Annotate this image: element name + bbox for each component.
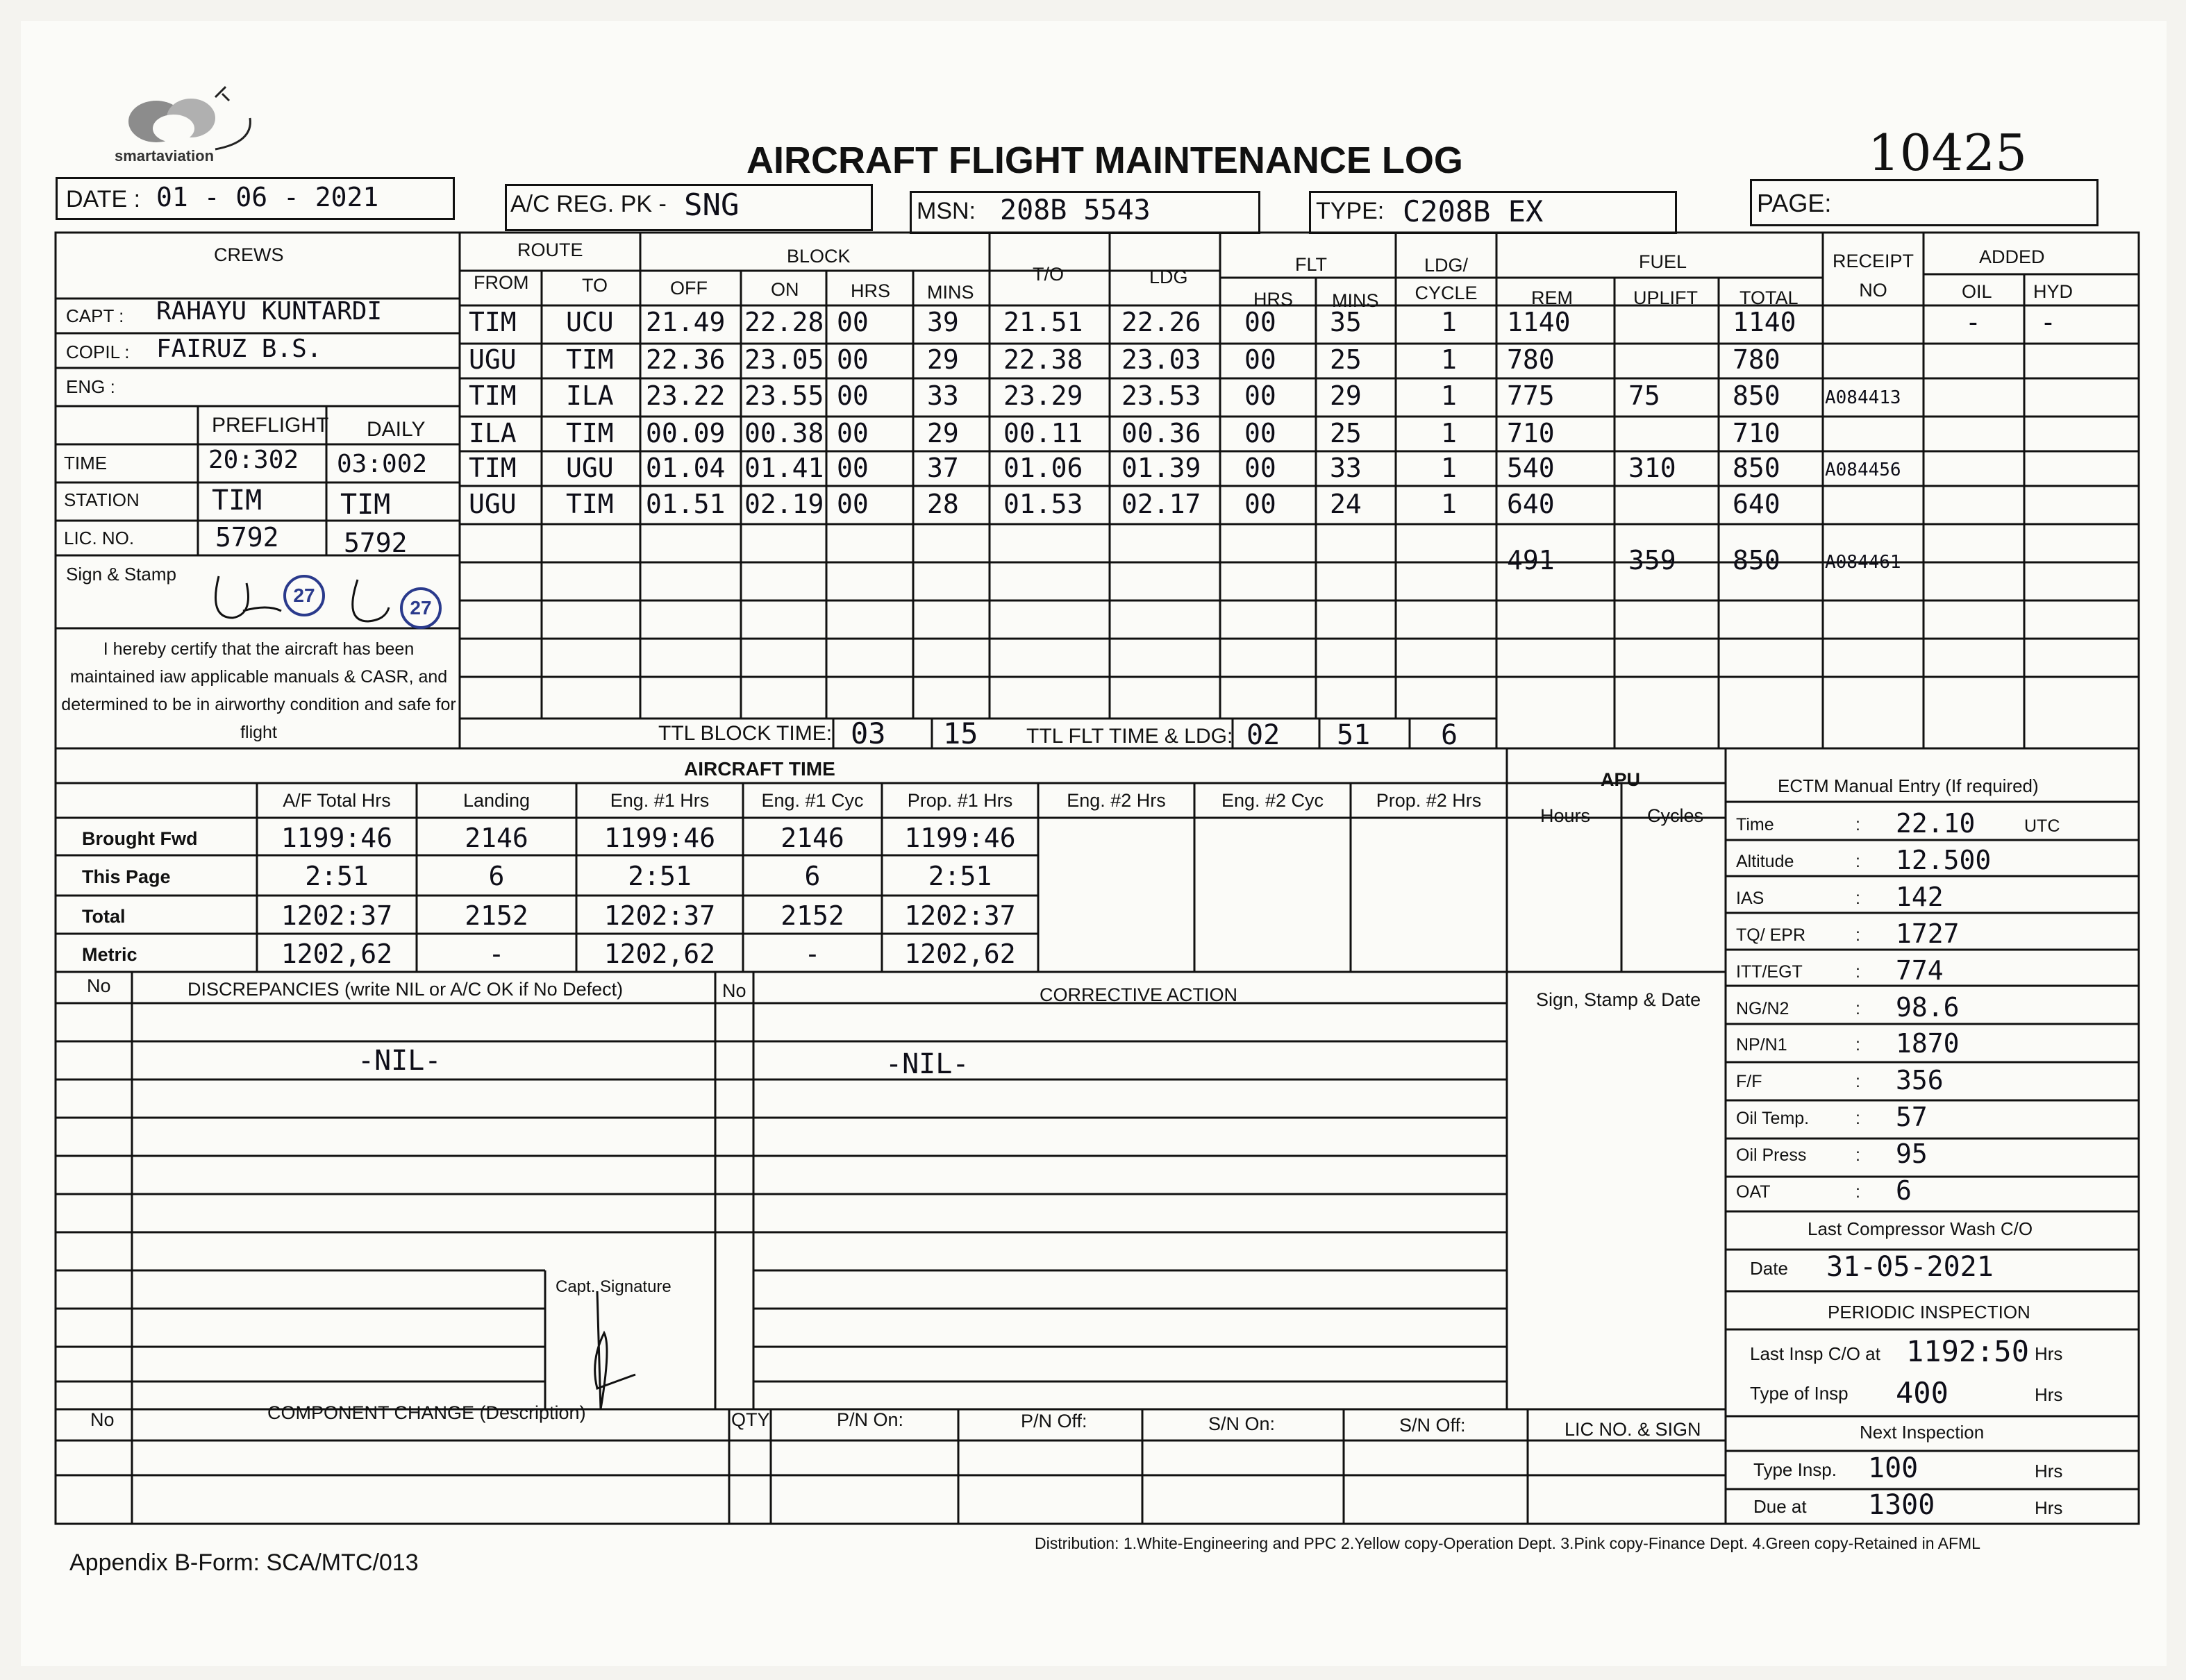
qty-heading: QTY <box>731 1409 770 1430</box>
compressor-date-label: Date <box>1750 1258 1788 1279</box>
aircraft-time-value[interactable]: 1199:46 <box>281 823 393 853</box>
fuel-uplift[interactable]: 359 <box>1628 545 1676 576</box>
type-insp-value[interactable]: 400 <box>1896 1376 1949 1410</box>
appendix-form-id: Appendix B-Form: SCA/MTC/013 <box>69 1549 419 1576</box>
block-off[interactable]: 23.22 <box>646 380 726 411</box>
to-heading: TO <box>582 275 608 296</box>
block-on[interactable]: 02.19 <box>744 489 824 519</box>
ectm-colon: : <box>1855 1035 1860 1055</box>
time-preflight[interactable]: 20:302 <box>208 446 299 474</box>
apu-heading: APU <box>1601 769 1641 790</box>
type-insp-label: Type of Insp <box>1750 1383 1849 1404</box>
form-title: AIRCRAFT FLIGHT MAINTENANCE LOG <box>746 140 1463 181</box>
ectm-label: Oil Press <box>1736 1145 1807 1165</box>
lic-sign-heading: LIC NO. & SIGN <box>1565 1419 1701 1440</box>
hyd-heading: HYD <box>2033 281 2074 302</box>
from-heading: FROM <box>474 272 529 293</box>
ectm-label: Time <box>1736 815 1774 834</box>
ectm-colon: : <box>1855 852 1860 871</box>
aircraft-time-col-heading: Eng. #2 Hrs <box>1067 790 1166 811</box>
block-off[interactable]: 01.51 <box>646 489 726 519</box>
block-on[interactable]: 22.28 <box>744 307 824 337</box>
aircraft-time-heading: AIRCRAFT TIME <box>684 758 835 780</box>
ectm-colon: : <box>1855 889 1860 908</box>
route-heading: ROUTE <box>517 240 583 260</box>
daily-stamp: 27 <box>400 587 442 629</box>
fuel-rem[interactable]: 710 <box>1507 418 1555 448</box>
block-mins[interactable]: 37 <box>927 453 959 483</box>
flt-mins[interactable]: 35 <box>1330 307 1362 337</box>
aircraft-time-value[interactable]: 2146 <box>465 823 528 853</box>
certify-statement: I hereby certify that the aircraft has been maintained iaw applicable manuals & CASR, and determined to be in airworthy condition and safe for flight <box>61 639 456 742</box>
block-mins[interactable]: 29 <box>927 418 959 448</box>
fuel-rem[interactable]: 1140 <box>1507 307 1571 337</box>
fuel-total[interactable]: 640 <box>1733 489 1780 519</box>
flt-hrs[interactable]: 00 <box>1244 344 1276 375</box>
ectm-value[interactable]: 95 <box>1896 1139 1928 1169</box>
type-label: TYPE: <box>1316 198 1385 224</box>
ectm-label: NP/N1 <box>1736 1035 1787 1055</box>
added-heading: ADDED <box>1979 246 2045 267</box>
component-heading: COMPONENT CHANGE (Description) <box>267 1402 586 1423</box>
due-at-unit: Hrs <box>2035 1497 2063 1518</box>
ectm-colon: : <box>1855 1109 1860 1128</box>
aircraft-time-value[interactable]: 2:51 <box>305 861 369 891</box>
next-type-label: Type Insp. <box>1753 1459 1837 1480</box>
fuel-rem[interactable]: 640 <box>1507 489 1555 519</box>
ectm-label: Altitude <box>1736 852 1794 871</box>
aircraft-time-col-heading: Eng. #2 Cyc <box>1221 790 1324 811</box>
ldg-cycle[interactable]: 1 <box>1441 418 1457 448</box>
corrective-value[interactable]: -NIL- <box>885 1048 969 1080</box>
flight-to[interactable]: UCU <box>566 307 614 337</box>
crews-heading: CREWS <box>214 244 284 265</box>
ectm-value[interactable]: 12.500 <box>1896 845 1992 875</box>
aircraft-time-value[interactable]: 1202:37 <box>281 900 393 931</box>
flight-from[interactable]: TIM <box>469 380 517 411</box>
ttl-block-label: TTL BLOCK TIME: <box>658 722 833 745</box>
sn-on-heading: S/N On: <box>1208 1413 1276 1434</box>
ectm-colon: : <box>1855 815 1860 834</box>
preflight-stamp: 27 <box>283 575 325 616</box>
ttl-block-hrs[interactable]: 03 <box>851 716 886 750</box>
aircraft-time-row-label: Metric <box>82 944 137 965</box>
ldg-cycle-heading: LDG/ CYCLE <box>1415 255 1478 303</box>
block-mins[interactable]: 29 <box>927 344 959 375</box>
flight-to[interactable]: ILA <box>566 380 614 411</box>
block-on[interactable]: 23.55 <box>744 380 824 411</box>
block-off[interactable]: 22.36 <box>646 344 726 375</box>
aircraft-time-value[interactable]: 1202,62 <box>281 939 393 969</box>
flt-hrs-heading: HRS <box>1253 289 1294 310</box>
ectm-label: F/F <box>1736 1072 1762 1091</box>
corrective-no-heading: No <box>722 980 746 1001</box>
flight-to[interactable]: TIM <box>566 418 614 448</box>
aircraft-time-value[interactable]: 2152 <box>781 900 844 931</box>
takeoff-time[interactable]: 21.51 <box>1003 307 1083 337</box>
next-type-unit: Hrs <box>2035 1461 2063 1481</box>
next-inspection-heading: Next Inspection <box>1860 1422 1985 1443</box>
ectm-colon: : <box>1855 999 1860 1018</box>
fuel-uplift[interactable]: 310 <box>1628 453 1676 483</box>
receipt-no[interactable]: A084461 <box>1825 552 1901 573</box>
ttl-flt-label: TTL FLT TIME & LDG: <box>1026 725 1233 748</box>
station-label: STATION <box>64 489 140 510</box>
last-insp-value[interactable]: 1192:50 <box>1906 1334 2030 1368</box>
ttl-ldg[interactable]: 6 <box>1441 719 1458 751</box>
aircraft-time-value[interactable]: 2146 <box>781 823 844 853</box>
ectm-unit: UTC <box>2024 816 2060 836</box>
ectm-value[interactable]: 6 <box>1896 1175 1912 1206</box>
daily-label: DAILY <box>367 418 426 441</box>
landing-time[interactable]: 22.26 <box>1121 307 1201 337</box>
discrepancy-value[interactable]: -NIL- <box>358 1045 442 1077</box>
capt-signature <box>569 1277 653 1416</box>
flight-from[interactable]: TIM <box>469 307 517 337</box>
sign-stamp-label: Sign & Stamp <box>66 564 176 585</box>
compressor-date-value[interactable]: 31-05-2021 <box>1826 1251 1994 1283</box>
flt-hrs[interactable]: 00 <box>1244 418 1276 448</box>
next-type-value[interactable]: 100 <box>1868 1452 1919 1484</box>
fuel-rem[interactable]: 491 <box>1507 545 1555 576</box>
component-no-heading: No <box>90 1409 115 1430</box>
aircraft-time-value[interactable]: 6 <box>488 861 505 891</box>
takeoff-time[interactable]: 01.53 <box>1003 489 1083 519</box>
ectm-value[interactable]: 774 <box>1896 955 1944 986</box>
block-hrs[interactable]: 00 <box>837 344 869 375</box>
aircraft-time-col-heading: Eng. #1 Cyc <box>761 790 864 811</box>
type-insp-unit: Hrs <box>2035 1384 2063 1405</box>
uplift-heading: UPLIFT <box>1633 287 1699 308</box>
discrepancy-heading: DISCREPANCIES (write NIL or A/C OK if No Defect) <box>187 979 624 1000</box>
aircraft-time-row-label: Total <box>82 906 126 927</box>
block-mins[interactable]: 28 <box>927 489 959 519</box>
time-label: TIME <box>64 453 108 473</box>
off-heading: OFF <box>670 278 708 299</box>
landing-time[interactable]: 23.03 <box>1121 344 1201 375</box>
corrective-heading: CORRECTIVE ACTION <box>1040 984 1238 1005</box>
hrs-heading: HRS <box>851 280 891 301</box>
capt-value[interactable]: RAHAYU KUNTARDI <box>156 297 383 326</box>
flt-hrs[interactable]: 00 <box>1244 453 1276 483</box>
ectm-label: OAT <box>1736 1182 1771 1202</box>
aircraft-time-row-label: This Page <box>82 866 171 887</box>
receipt-no[interactable]: A084456 <box>1825 460 1901 480</box>
aircraft-time-row-label: Brought Fwd <box>82 828 198 849</box>
hyd-added[interactable]: - <box>2040 307 2056 337</box>
aircraft-time-col-heading: Landing <box>462 790 531 811</box>
block-hrs[interactable]: 00 <box>837 453 869 483</box>
block-hrs[interactable]: 00 <box>837 380 869 411</box>
copil-value[interactable]: FAIRUZ B.S. <box>156 335 322 363</box>
landing-time[interactable]: 23.53 <box>1121 380 1201 411</box>
ectm-label: IAS <box>1736 889 1764 908</box>
block-hrs[interactable]: 00 <box>837 418 869 448</box>
capt-signature-label: Capt. Signature <box>556 1277 671 1296</box>
aircraft-time-value[interactable]: 1202,62 <box>603 939 716 969</box>
pn-off-heading: P/N Off: <box>1021 1411 1087 1431</box>
logo-text: smartaviation <box>115 147 215 165</box>
fuel-total[interactable]: 850 <box>1733 545 1780 576</box>
aircraft-time-col-heading: Eng. #1 Hrs <box>610 790 710 811</box>
ectm-colon: : <box>1855 1182 1860 1202</box>
time-daily[interactable]: 03:002 <box>337 450 428 478</box>
ectm-value[interactable]: 1870 <box>1896 1028 1960 1059</box>
fuel-rem[interactable]: 775 <box>1507 380 1555 411</box>
lic-label: LIC. NO. <box>64 528 135 548</box>
takeoff-time[interactable]: 23.29 <box>1003 380 1083 411</box>
capt-label: CAPT : <box>66 305 124 326</box>
lic-preflight[interactable]: 5792 <box>215 522 279 553</box>
ectm-label: TQ/ EPR <box>1736 925 1806 945</box>
reg-label: A/C REG. PK - <box>510 191 667 217</box>
serial-number: 10425 <box>1868 124 2028 182</box>
due-at-label: Due at <box>1753 1496 1807 1517</box>
block-off[interactable]: 01.04 <box>646 453 726 483</box>
ectm-value[interactable]: 22.10 <box>1896 808 1976 839</box>
discrepancy-no-heading: No <box>87 975 111 996</box>
aircraft-time-value[interactable]: 1202,62 <box>904 939 1016 969</box>
mins-heading: MINS <box>927 282 974 303</box>
station-daily[interactable]: TIM <box>340 489 391 521</box>
oil-heading: OIL <box>1962 281 1992 302</box>
total-heading: TOTAL <box>1739 287 1799 308</box>
copil-label: COPIL : <box>66 342 130 362</box>
ttl-block-mins[interactable]: 15 <box>943 716 978 750</box>
block-hrs[interactable]: 00 <box>837 307 869 337</box>
flt-mins-heading: MINS <box>1332 290 1379 311</box>
block-off[interactable]: 00.09 <box>646 418 726 448</box>
flight-to[interactable]: TIM <box>566 489 614 519</box>
type-value[interactable]: C208B EX <box>1403 194 1544 228</box>
ldg-cycle[interactable]: 1 <box>1441 380 1457 411</box>
ectm-value[interactable]: 98.6 <box>1896 992 1960 1023</box>
apu-cycles-heading: Cycles <box>1647 805 1704 826</box>
receipt-heading: RECEIPT NO <box>1832 251 1914 301</box>
fuel-total[interactable]: 850 <box>1733 380 1780 411</box>
oil-added[interactable]: - <box>1965 307 1981 337</box>
fuel-rem[interactable]: 540 <box>1507 453 1555 483</box>
ldg-cycle[interactable]: 1 <box>1441 344 1457 375</box>
page-label: PAGE: <box>1757 189 1832 217</box>
fuel-uplift[interactable]: 75 <box>1628 380 1660 411</box>
block-on[interactable]: 00.38 <box>744 418 824 448</box>
ldg-heading: LDG <box>1149 267 1188 287</box>
ectm-colon: : <box>1855 1145 1860 1165</box>
flt-hrs[interactable]: 00 <box>1244 307 1276 337</box>
aircraft-time-value[interactable]: 6 <box>804 861 821 891</box>
landing-time[interactable]: 00.36 <box>1121 418 1201 448</box>
apu-hours-heading: Hours <box>1540 805 1591 826</box>
block-mins[interactable]: 33 <box>927 380 959 411</box>
ldg-cycle[interactable]: 1 <box>1441 453 1457 483</box>
station-preflight[interactable]: TIM <box>212 485 262 516</box>
flt-hrs[interactable]: 00 <box>1244 489 1276 519</box>
last-insp-label: Last Insp C/O at <box>1750 1343 1880 1364</box>
fuel-total[interactable]: 710 <box>1733 418 1780 448</box>
ectm-value[interactable]: 1727 <box>1896 918 1960 949</box>
ectm-label: Oil Temp. <box>1736 1109 1810 1128</box>
fuel-total[interactable]: 850 <box>1733 453 1780 483</box>
msn-value[interactable]: 208B 5543 <box>1000 194 1151 226</box>
aircraft-time-col-heading: Prop. #1 Hrs <box>907 790 1013 811</box>
sn-off-heading: S/N Off: <box>1399 1415 1466 1436</box>
ectm-label: ITT/EGT <box>1736 962 1803 982</box>
ectm-value[interactable]: 57 <box>1896 1102 1928 1132</box>
aircraft-time-value[interactable]: 1199:46 <box>603 823 716 853</box>
block-on[interactable]: 01.41 <box>744 453 824 483</box>
takeoff-time[interactable]: 01.06 <box>1003 453 1083 483</box>
block-off[interactable]: 21.49 <box>646 307 726 337</box>
periodic-heading: PERIODIC INSPECTION <box>1828 1302 2030 1322</box>
takeoff-time[interactable]: 00.11 <box>1003 418 1083 448</box>
landing-time[interactable]: 01.39 <box>1121 453 1201 483</box>
eng-label: ENG : <box>66 376 115 397</box>
flight-from[interactable]: UGU <box>469 489 517 519</box>
ttl-flt-hrs[interactable]: 02 <box>1246 719 1280 751</box>
aircraft-time-col-heading: Prop. #2 Hrs <box>1376 790 1482 811</box>
block-heading: BLOCK <box>787 246 851 267</box>
lic-daily[interactable]: 5792 <box>344 528 408 558</box>
aircraft-time-value[interactable]: 1199:46 <box>904 823 1016 853</box>
block-mins[interactable]: 39 <box>927 307 959 337</box>
preflight-label: PREFLIGHT <box>212 414 329 437</box>
flight-from[interactable]: UGU <box>469 344 517 375</box>
ttl-flt-mins[interactable]: 51 <box>1337 719 1371 751</box>
fuel-total[interactable]: 1140 <box>1733 307 1796 337</box>
flt-mins[interactable]: 24 <box>1330 489 1362 519</box>
to-time-heading: T/O <box>1033 264 1064 285</box>
last-insp-unit: Hrs <box>2035 1343 2063 1364</box>
msn-label: MSN: <box>917 198 976 224</box>
rem-heading: REM <box>1531 287 1573 308</box>
ectm-label: NG/N2 <box>1736 999 1789 1018</box>
flight-to[interactable]: TIM <box>566 344 614 375</box>
ldg-cycle[interactable]: 1 <box>1441 489 1457 519</box>
receipt-no[interactable]: A084413 <box>1825 387 1901 408</box>
flight-from[interactable]: TIM <box>469 453 517 483</box>
ectm-value[interactable]: 142 <box>1896 882 1944 912</box>
flt-mins[interactable]: 29 <box>1330 380 1362 411</box>
landing-time[interactable]: 02.17 <box>1121 489 1201 519</box>
aircraft-time-col-heading: A/F Total Hrs <box>283 790 391 811</box>
date-label: DATE : <box>66 186 141 212</box>
ectm-colon: : <box>1855 925 1860 945</box>
flt-heading: FLT <box>1295 254 1327 275</box>
flt-mins[interactable]: 25 <box>1330 344 1362 375</box>
ectm-colon: : <box>1855 962 1860 982</box>
ectm-value[interactable]: 356 <box>1896 1065 1944 1095</box>
aircraft-time-value[interactable]: 2:51 <box>928 861 992 891</box>
reg-value[interactable]: SNG <box>684 187 740 223</box>
fuel-total[interactable]: 780 <box>1733 344 1780 375</box>
on-heading: ON <box>771 279 799 300</box>
pn-on-heading: P/N On: <box>837 1409 904 1430</box>
takeoff-time[interactable]: 22.38 <box>1003 344 1083 375</box>
block-on[interactable]: 23.05 <box>744 344 824 375</box>
date-value[interactable]: 01 - 06 - 2021 <box>156 182 379 212</box>
flt-mins[interactable]: 25 <box>1330 418 1362 448</box>
flt-mins[interactable]: 33 <box>1330 453 1362 483</box>
flight-from[interactable]: ILA <box>469 418 517 448</box>
aircraft-time-value[interactable]: 1202:37 <box>603 900 716 931</box>
distribution-note: Distribution: 1.White-Engineering and PPC 2.Yellow copy-Operation Dept. 3.Pink copy-Finance Dept. 4.Green copy-Retained in AFML <box>1035 1534 1980 1552</box>
flight-to[interactable]: UGU <box>566 453 614 483</box>
fuel-rem[interactable]: 780 <box>1507 344 1555 375</box>
aircraft-time-value[interactable]: - <box>804 939 821 969</box>
aircraft-time-value[interactable]: 1202:37 <box>904 900 1016 931</box>
ectm-heading: ECTM Manual Entry (If required) <box>1778 775 2039 796</box>
compressor-heading: Last Compressor Wash C/O <box>1808 1218 2033 1239</box>
ldg-cycle[interactable]: 1 <box>1441 307 1457 337</box>
due-at-value[interactable]: 1300 <box>1868 1489 1935 1521</box>
aircraft-time-value[interactable]: 2152 <box>465 900 528 931</box>
aircraft-time-value[interactable]: - <box>488 939 505 969</box>
flt-hrs[interactable]: 00 <box>1244 380 1276 411</box>
aircraft-time-value[interactable]: 2:51 <box>628 861 692 891</box>
ectm-colon: : <box>1855 1072 1860 1091</box>
sign-stamp-date-heading: Sign, Stamp & Date <box>1536 989 1701 1010</box>
block-hrs[interactable]: 00 <box>837 489 869 519</box>
fuel-heading: FUEL <box>1639 251 1687 272</box>
